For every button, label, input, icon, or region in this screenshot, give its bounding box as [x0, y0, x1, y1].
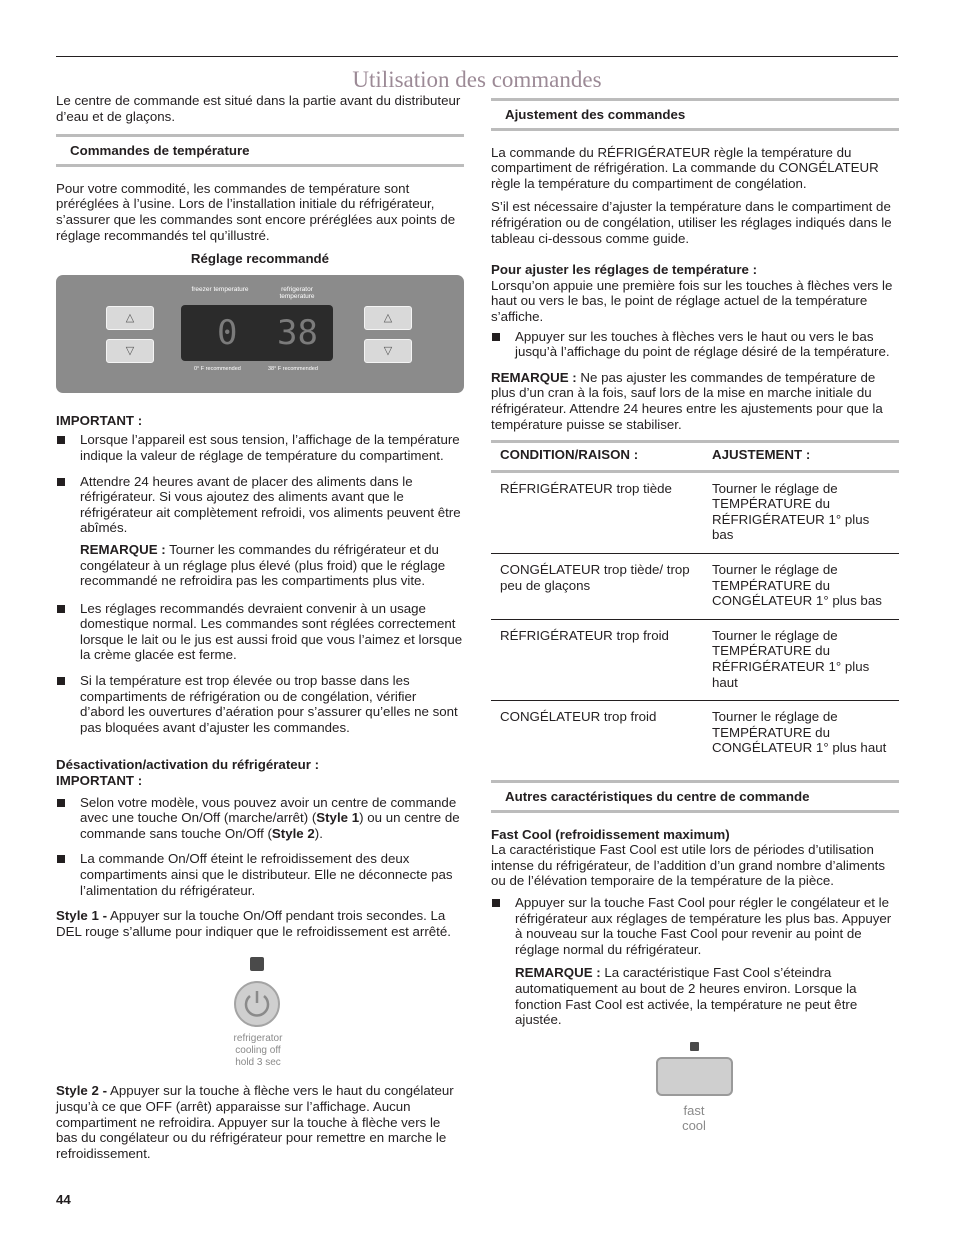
list-item: Appuyer sur la touche Fast Cool pour régler le congélateur et le réfrigérateur aux réglages de température les plus bas. Appuyer à nouveau sur la touche Fast Cool pour revenir au point de réglage normal du réfrigérateur.	[491, 895, 899, 957]
table-header-condition: CONDITION/RAISON :	[491, 442, 703, 472]
fast-cool-button[interactable]	[656, 1057, 733, 1096]
freezer-up-button[interactable]: △	[106, 306, 154, 330]
left-column	[56, 93, 464, 1169]
adjust-paragraph-1: La commande du RÉFRIGÉRATEUR règle la température du compartiment de réfrigération. La commande du CONGÉLATEUR règle la température du compartiment de congélation.	[491, 144, 879, 191]
table-cell: Tourner le réglage de TEMPÉRATURE du RÉFRIGÉRATEUR 1° plus haut	[703, 619, 899, 700]
important-label-2: IMPORTANT :	[56, 773, 143, 789]
table-row	[491, 701, 899, 766]
refrigerator-down-button[interactable]: ▽	[364, 339, 412, 363]
table-cell: Tourner le réglage de TEMPÉRATURE du CONGÉLATEUR 1° plus bas	[703, 554, 899, 620]
fast-cool-list	[491, 895, 899, 957]
fast-cool-heading: Fast Cool (refroidissement maximum)	[491, 826, 730, 842]
table-cell: CONGÉLATEUR trop froid	[500, 709, 657, 725]
onoff-heading: Désactivation/activation du réfrigérateur :	[56, 757, 320, 773]
table-header-adjustment: AJUSTEMENT :	[703, 442, 899, 472]
table-row	[491, 471, 899, 553]
fast-cool-remark: REMARQUE : La caractéristique Fast Cool s’éteindra automatiquement au bout de 2 heures environ. Lorsque la fonction Fast Cool est activée, la température ne peut être ajustée.	[515, 965, 858, 1028]
freezer-down-button[interactable]: ▽	[106, 339, 154, 363]
style2-paragraph: Style 2 - Appuyer sur la touche à flèche vers le haut du congélateur jusqu’à ce que OFF (arrêt) apparaisse sur l’affichage. Aucun compartiment ne refroidira. Appuyer sur la touche à flèche vers le bas du congélateur ou du réfrigérateur pour remettre en marche le refroidissement.	[56, 1083, 454, 1161]
list-item: Les réglages recommandés devraient convenir à un usage domestique normal. Les commandes sont réglées correctement lorsque le lait ou le jus est aussi froid que vous l’aimez et lorsque la crème glacée est ferme.	[56, 601, 464, 663]
fast-cool-illustration	[491, 1036, 899, 1132]
intro-paragraph: Le centre de commande est situé dans la partie avant du distributeur d’eau et de glaçons.	[56, 93, 461, 124]
table-row	[491, 619, 899, 700]
temperature-control-panel	[56, 275, 464, 393]
remark-paragraph	[56, 542, 464, 589]
list-item: Selon votre modèle, vous pouvez avoir un centre de commande avec une touche On/Off (marche/arrêt) (Style 1) ou un centre de commande sans touche On/Off (Style 2).	[56, 795, 464, 842]
top-rule	[56, 56, 898, 57]
table-cell: CONGÉLATEUR trop tiède/ trop peu de glaçons	[491, 554, 703, 620]
how-to-adjust-heading: Pour ajuster les réglages de température :	[491, 262, 758, 278]
table-cell: Tourner le réglage de TEMPÉRATURE du CONGÉLATEUR 1° plus haut	[712, 709, 887, 756]
list-item: Si la température est trop élevée ou trop basse dans les compartiments de réfrigération ou de congélation, vérifier d’abord les ouvertures d’aération pour s’assurer qu’elles ne sont pas bloquées avant d’ajuster les commandes.	[56, 673, 464, 735]
power-button-illustration	[56, 947, 464, 1075]
table-row	[491, 554, 899, 620]
temperature-display	[181, 305, 333, 361]
refrigerator-temperature-label: refrigerator temperature	[279, 285, 315, 301]
list-item: Attendre 24 heures avant de placer des aliments dans le réfrigérateur. Si vous ajoutez des aliments avant que le réfrigérateur ait complètement refroidi, vos aliments peuvent être abîmés.	[56, 474, 464, 536]
right-column	[491, 93, 899, 1132]
onoff-list	[56, 795, 464, 899]
style1-paragraph: Style 1 - Appuyer sur la touche On/Off pendant trois secondes. La DEL rouge s’allume pour indiquer que le refroidissement est arrêté.	[56, 908, 451, 939]
fast-cool-label-line: fast	[683, 1102, 705, 1118]
freezer-recommended-label: 0° F recommended	[194, 365, 241, 372]
remark-text: Tourner les commandes du réfrigérateur et du congélateur à un réglage plus élevé (plus froid) que le réglage recommandé ne refroidira pas les compartiments plus vite.	[80, 541, 446, 589]
remark-label: REMARQUE :	[80, 541, 166, 557]
remark-paragraph: REMARQUE : Ne pas ajuster les commandes de température de plus d’un cran à la fois, sauf lors de la mise en marche initiale du réfrigérateur. Attendre 24 heures entre les ajustements pour que la température puisse se stabiliser.	[491, 369, 883, 432]
fast-cool-label-line: cool	[682, 1117, 706, 1133]
table-header-row	[491, 442, 899, 472]
power-button[interactable]	[234, 981, 280, 1027]
power-label-line: refrigerator	[233, 1033, 283, 1045]
section-heading-other-features: Autres caractéristiques du centre de commande	[491, 780, 899, 813]
panel-caption: Réglage recommandé	[190, 251, 330, 267]
important-list	[56, 432, 464, 536]
adjust-paragraph-2: S’il est nécessaire d’ajuster la température dans le compartiment de réfrigération ou de congélation, utiliser les réglages indiqués dans le tableau ci-dessous comme guide.	[491, 199, 892, 246]
adjustment-table	[491, 440, 899, 766]
temperature-paragraph: Pour votre commodité, les commandes de température sont préréglées à l’usine. Lors de l’installation initiale du réfrigérateur, s’assurer que les commandes sont encore préréglées aux points de réglage recommandés tel qu’illustré.	[56, 180, 456, 243]
important-label: IMPORTANT :	[56, 412, 143, 428]
page-number: 44	[56, 1192, 71, 1207]
page-title: Utilisation des commandes	[352, 67, 602, 92]
red-led-indicator	[250, 957, 264, 971]
how-to-adjust-paragraph: Lorsqu’on appuie une première fois sur les touches à flèches vers le haut ou vers le bas, le point de réglage actuel de la température s’affiche.	[491, 277, 893, 324]
table-cell: RÉFRIGÉRATEUR trop tiède	[491, 471, 703, 553]
refrigerator-up-button[interactable]: △	[364, 306, 412, 330]
refrigerator-recommended-label: 38° F recommended	[268, 365, 318, 372]
freezer-temperature-value: 0	[217, 312, 238, 353]
settings-list	[56, 601, 464, 736]
freezer-temperature-label: freezer temperature	[191, 285, 249, 293]
power-label-line: cooling off	[235, 1045, 281, 1057]
power-label-line: hold 3 sec	[235, 1057, 281, 1069]
how-to-adjust-list	[491, 329, 899, 360]
fast-cool-led	[690, 1042, 699, 1051]
refrigerator-temperature-value: 38	[277, 312, 318, 353]
list-item: Appuyer sur les touches à flèches vers le haut ou vers le bas jusqu’à l’affichage du point de réglage désiré de la température.	[491, 329, 899, 360]
list-item: Lorsque l’appareil est sous tension, l’affichage de la température indique la valeur de réglage de température du compartiment.	[56, 432, 464, 463]
section-heading-temperature: Commandes de température	[56, 134, 464, 167]
power-icon	[236, 983, 278, 1025]
table-cell: RÉFRIGÉRATEUR trop froid	[491, 619, 703, 700]
fast-cool-paragraph: La caractéristique Fast Cool est utile lors de périodes d’utilisation intense du réfrigérateur, de l’addition d’un grand nombre d’aliments ou de l’élévation temporaire de la température de la pièce.	[491, 842, 885, 889]
table-cell: Tourner le réglage de TEMPÉRATURE du RÉFRIGÉRATEUR 1° plus bas	[703, 471, 899, 553]
list-item: La commande On/Off éteint le refroidissement des deux compartiments ainsi que le distributeur. Elle ne déconnecte pas l’alimentation du réfrigérateur.	[56, 851, 464, 898]
section-heading-adjustment: Ajustement des commandes	[491, 98, 899, 131]
